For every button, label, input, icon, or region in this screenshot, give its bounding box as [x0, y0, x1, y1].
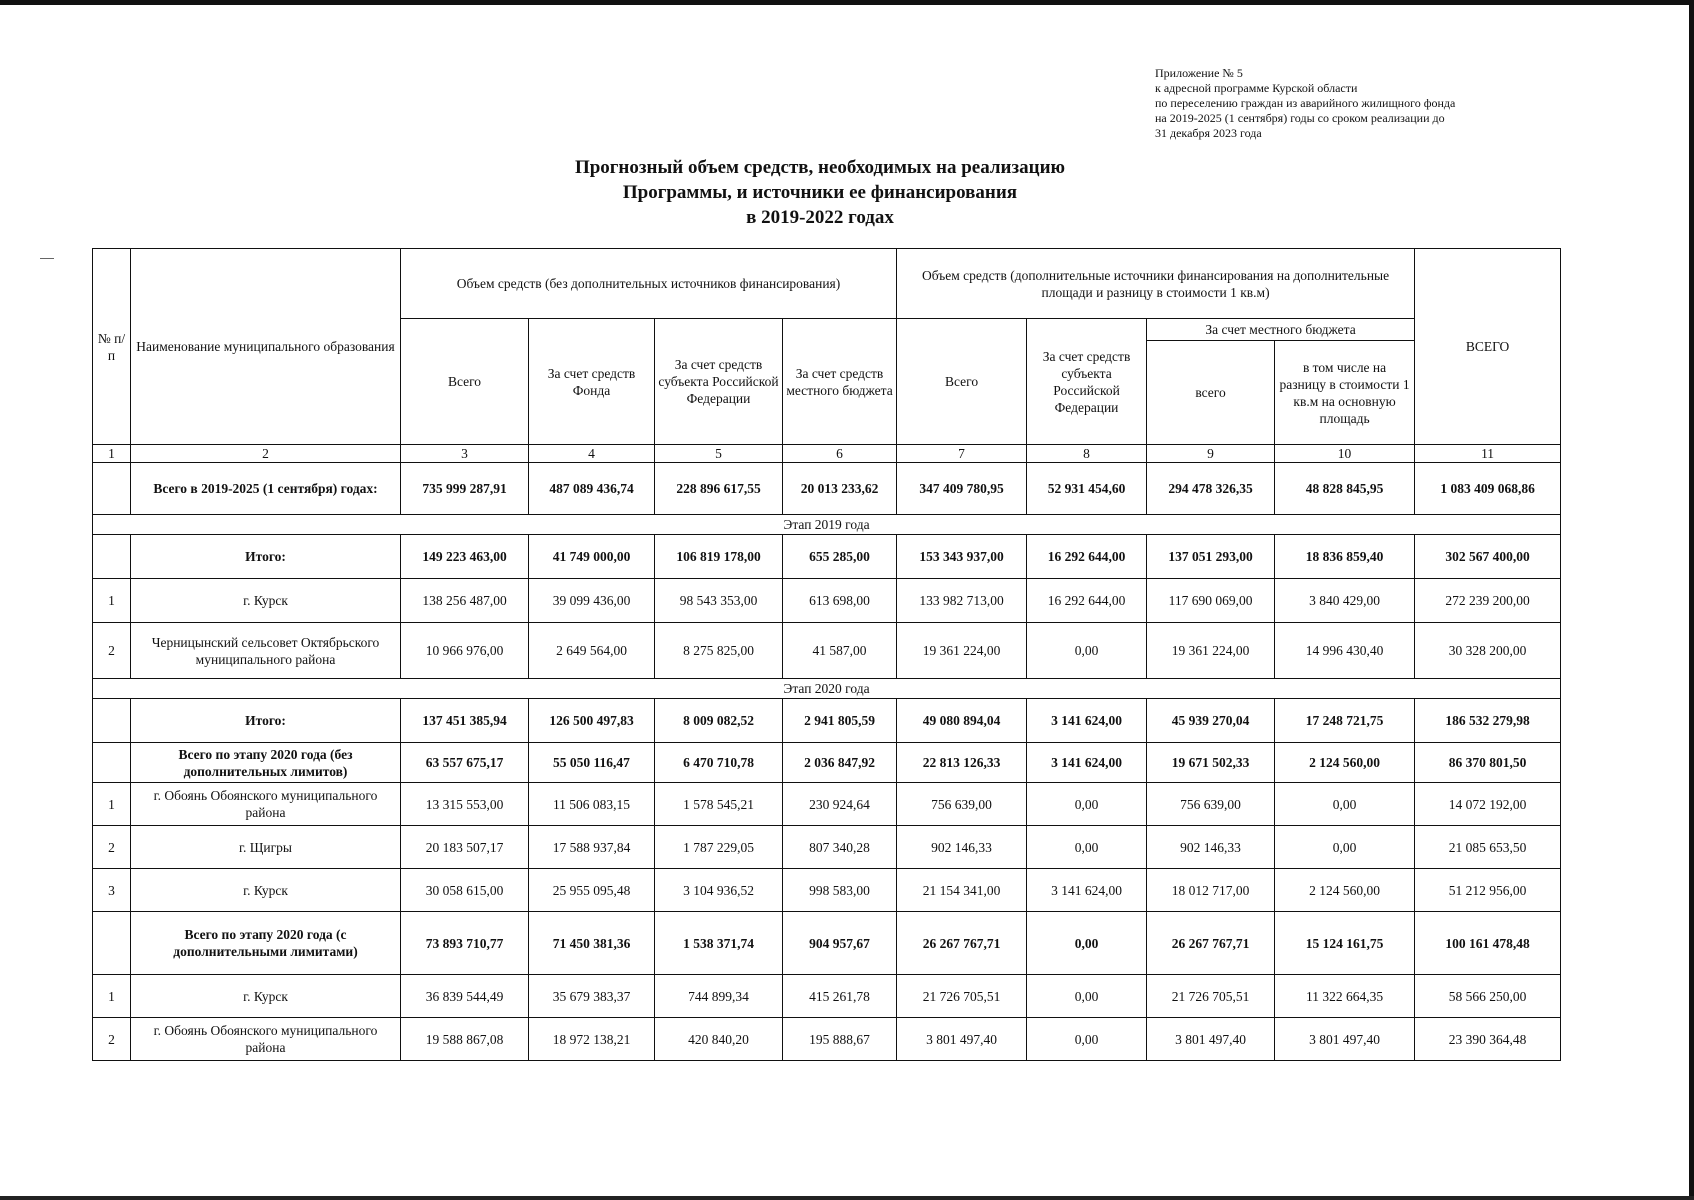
- municipality-name: Всего по этапу 2020 года (без дополнительных лимитов): [131, 743, 401, 783]
- amount-cell: 18 012 717,00: [1147, 869, 1275, 912]
- amount-cell: 294 478 326,35: [1147, 463, 1275, 515]
- stage-row: [93, 515, 1561, 535]
- amount-cell: 18 972 138,21: [529, 1018, 655, 1061]
- amount-cell: 186 532 279,98: [1415, 699, 1561, 743]
- amount-cell: 106 819 178,00: [655, 535, 783, 579]
- amount-cell: 904 957,67: [783, 912, 897, 975]
- row-number: 2: [93, 1018, 131, 1061]
- amount-cell: 21 085 653,50: [1415, 826, 1561, 869]
- row-number: [93, 699, 131, 743]
- stage-label: Этап 2019 года: [93, 515, 1561, 535]
- amount-cell: 20 183 507,17: [401, 826, 529, 869]
- amount-cell: 126 500 497,83: [529, 699, 655, 743]
- amount-cell: 21 726 705,51: [897, 975, 1027, 1018]
- header-group-additional: Объем средств (дополнительные источники финансирования на дополнительные площади и разницу в стоимости 1 кв.м): [897, 249, 1415, 319]
- header-col-3: Всего: [401, 319, 529, 445]
- amount-cell: 3 801 497,40: [897, 1018, 1027, 1061]
- header-num: № п/п: [93, 249, 131, 445]
- stage-row: [93, 679, 1561, 699]
- amount-cell: 35 679 383,37: [529, 975, 655, 1018]
- amount-cell: 3 141 624,00: [1027, 699, 1147, 743]
- appendix-line: на 2019-2025 (1 сентября) годы со сроком реализации до: [1155, 111, 1445, 125]
- amount-cell: 3 801 497,40: [1275, 1018, 1415, 1061]
- amount-cell: 3 141 624,00: [1027, 743, 1147, 783]
- header-col-5: За счет средств субъекта Российской Федерации: [655, 319, 783, 445]
- amount-cell: 45 939 270,04: [1147, 699, 1275, 743]
- amount-cell: 2 124 560,00: [1275, 743, 1415, 783]
- column-number: 6: [783, 445, 897, 463]
- amount-cell: 25 955 095,48: [529, 869, 655, 912]
- municipality-name: г. Курск: [131, 579, 401, 623]
- amount-cell: 0,00: [1027, 1018, 1147, 1061]
- title-line: в 2019-2022 годах: [746, 207, 894, 228]
- amount-cell: 41 587,00: [783, 623, 897, 679]
- amount-cell: 807 340,28: [783, 826, 897, 869]
- amount-cell: 14 996 430,40: [1275, 623, 1415, 679]
- amount-cell: 0,00: [1027, 623, 1147, 679]
- amount-cell: 137 451 385,94: [401, 699, 529, 743]
- amount-cell: 17 588 937,84: [529, 826, 655, 869]
- table-row: [93, 783, 1561, 826]
- header-name: Наименование муниципального образования: [131, 249, 401, 445]
- amount-cell: 19 361 224,00: [1147, 623, 1275, 679]
- header-local-budget: За счет местного бюджета: [1147, 319, 1415, 341]
- amount-cell: 55 050 116,47: [529, 743, 655, 783]
- municipality-name: г. Обоянь Обоянского муниципального района: [131, 1018, 401, 1061]
- scan-border-top: [0, 0, 1694, 5]
- amount-cell: 3 104 936,52: [655, 869, 783, 912]
- amount-cell: 16 292 644,00: [1027, 535, 1147, 579]
- amount-cell: 30 058 615,00: [401, 869, 529, 912]
- amount-cell: 11 506 083,15: [529, 783, 655, 826]
- header-col-9: всего: [1147, 341, 1275, 445]
- amount-cell: 22 813 126,33: [897, 743, 1027, 783]
- amount-cell: 0,00: [1027, 912, 1147, 975]
- amount-cell: 39 099 436,00: [529, 579, 655, 623]
- amount-cell: 18 836 859,40: [1275, 535, 1415, 579]
- row-number: [93, 743, 131, 783]
- total-row: [93, 463, 1561, 515]
- amount-cell: 30 328 200,00: [1415, 623, 1561, 679]
- amount-cell: 17 248 721,75: [1275, 699, 1415, 743]
- column-number: 8: [1027, 445, 1147, 463]
- row-number: 1: [93, 579, 131, 623]
- table-row: [93, 869, 1561, 912]
- total-row: [93, 743, 1561, 783]
- amount-cell: 3 801 497,40: [1147, 1018, 1275, 1061]
- amount-cell: 36 839 544,49: [401, 975, 529, 1018]
- row-number: 3: [93, 869, 131, 912]
- amount-cell: 48 828 845,95: [1275, 463, 1415, 515]
- amount-cell: 49 080 894,04: [897, 699, 1027, 743]
- municipality-name: г. Курск: [131, 975, 401, 1018]
- amount-cell: 2 649 564,00: [529, 623, 655, 679]
- header-col-10: в том числе на разницу в стоимости 1 кв.м на основную площадь: [1275, 341, 1415, 445]
- amount-cell: 2 941 805,59: [783, 699, 897, 743]
- financing-table: [92, 248, 1561, 1061]
- column-number: 10: [1275, 445, 1415, 463]
- amount-cell: 1 083 409 068,86: [1415, 463, 1561, 515]
- amount-cell: 902 146,33: [1147, 826, 1275, 869]
- amount-cell: 756 639,00: [897, 783, 1027, 826]
- column-number: 3: [401, 445, 529, 463]
- appendix-line: по переселению граждан из аварийного жилищного фонда: [1155, 96, 1456, 110]
- municipality-name: г. Курск: [131, 869, 401, 912]
- amount-cell: 487 089 436,74: [529, 463, 655, 515]
- amount-cell: 3 840 429,00: [1275, 579, 1415, 623]
- title-line: Прогнозный объем средств, необходимых на реализацию: [574, 157, 1066, 178]
- amount-cell: 15 124 161,75: [1275, 912, 1415, 975]
- total-row: [93, 535, 1561, 579]
- header-col-7: Всего: [897, 319, 1027, 445]
- column-number: 1: [93, 445, 131, 463]
- total-row: [93, 699, 1561, 743]
- amount-cell: 21 726 705,51: [1147, 975, 1275, 1018]
- column-number: 2: [131, 445, 401, 463]
- amount-cell: 195 888,67: [783, 1018, 897, 1061]
- row-number: [93, 463, 131, 515]
- amount-cell: 19 671 502,33: [1147, 743, 1275, 783]
- amount-cell: 21 154 341,00: [897, 869, 1027, 912]
- header-col-8: За счет средств субъекта Российской Федерации: [1027, 319, 1147, 445]
- column-number: 11: [1415, 445, 1561, 463]
- column-number: 5: [655, 445, 783, 463]
- amount-cell: 71 450 381,36: [529, 912, 655, 975]
- total-row: [93, 912, 1561, 975]
- amount-cell: 1 538 371,74: [655, 912, 783, 975]
- column-number: 4: [529, 445, 655, 463]
- amount-cell: 19 588 867,08: [401, 1018, 529, 1061]
- amount-cell: 272 239 200,00: [1415, 579, 1561, 623]
- scan-border-right: [1689, 0, 1694, 1200]
- amount-cell: 0,00: [1027, 783, 1147, 826]
- table-row: [93, 1018, 1561, 1061]
- amount-cell: 0,00: [1275, 783, 1415, 826]
- municipality-name: г. Обоянь Обоянского муниципального района: [131, 783, 401, 826]
- document-title: [470, 155, 1170, 230]
- table-body: [93, 463, 1561, 1061]
- amount-cell: 902 146,33: [897, 826, 1027, 869]
- amount-cell: 11 322 664,35: [1275, 975, 1415, 1018]
- amount-cell: 14 072 192,00: [1415, 783, 1561, 826]
- amount-cell: 23 390 364,48: [1415, 1018, 1561, 1061]
- table-row: [93, 826, 1561, 869]
- amount-cell: 0,00: [1027, 975, 1147, 1018]
- amount-cell: 1 578 545,21: [655, 783, 783, 826]
- amount-cell: 1 787 229,05: [655, 826, 783, 869]
- amount-cell: 420 840,20: [655, 1018, 783, 1061]
- amount-cell: 26 267 767,71: [897, 912, 1027, 975]
- amount-cell: 26 267 767,71: [1147, 912, 1275, 975]
- amount-cell: 51 212 956,00: [1415, 869, 1561, 912]
- municipality-name: Всего в 2019-2025 (1 сентября) годах:: [131, 463, 401, 515]
- amount-cell: 998 583,00: [783, 869, 897, 912]
- appendix-line: Приложение № 5: [1155, 66, 1243, 80]
- amount-cell: 133 982 713,00: [897, 579, 1027, 623]
- amount-cell: 138 256 487,00: [401, 579, 529, 623]
- amount-cell: 2 124 560,00: [1275, 869, 1415, 912]
- amount-cell: 16 292 644,00: [1027, 579, 1147, 623]
- municipality-name: Итого:: [131, 535, 401, 579]
- scan-border-bottom: [0, 1196, 1694, 1200]
- row-number: [93, 912, 131, 975]
- header-total: ВСЕГО: [1415, 249, 1561, 445]
- amount-cell: 735 999 287,91: [401, 463, 529, 515]
- amount-cell: 137 051 293,00: [1147, 535, 1275, 579]
- header-col-6: За счет средств местного бюджета: [783, 319, 897, 445]
- amount-cell: 117 690 069,00: [1147, 579, 1275, 623]
- amount-cell: 63 557 675,17: [401, 743, 529, 783]
- row-number: 2: [93, 826, 131, 869]
- amount-cell: 153 343 937,00: [897, 535, 1027, 579]
- stage-label: Этап 2020 года: [93, 679, 1561, 699]
- row-number: 1: [93, 975, 131, 1018]
- table-row: [93, 579, 1561, 623]
- amount-cell: 230 924,64: [783, 783, 897, 826]
- amount-cell: 2 036 847,92: [783, 743, 897, 783]
- table-row: [93, 623, 1561, 679]
- amount-cell: 41 749 000,00: [529, 535, 655, 579]
- amount-cell: 0,00: [1027, 826, 1147, 869]
- row-number: 2: [93, 623, 131, 679]
- amount-cell: 20 013 233,62: [783, 463, 897, 515]
- column-number: 9: [1147, 445, 1275, 463]
- column-number: 7: [897, 445, 1027, 463]
- amount-cell: 415 261,78: [783, 975, 897, 1018]
- amount-cell: 613 698,00: [783, 579, 897, 623]
- amount-cell: 228 896 617,55: [655, 463, 783, 515]
- amount-cell: 73 893 710,77: [401, 912, 529, 975]
- amount-cell: 10 966 976,00: [401, 623, 529, 679]
- amount-cell: 6 470 710,78: [655, 743, 783, 783]
- municipality-name: г. Щигры: [131, 826, 401, 869]
- amount-cell: 3 141 624,00: [1027, 869, 1147, 912]
- appendix-line: к адресной программе Курской области: [1155, 81, 1358, 95]
- amount-cell: 0,00: [1275, 826, 1415, 869]
- amount-cell: 19 361 224,00: [897, 623, 1027, 679]
- header-col-4: За счет средств Фонда: [529, 319, 655, 445]
- municipality-name: Итого:: [131, 699, 401, 743]
- title-line: Программы, и источники ее финансирования: [622, 182, 1018, 203]
- amount-cell: 756 639,00: [1147, 783, 1275, 826]
- appendix-line: 31 декабря 2023 года: [1155, 126, 1262, 140]
- amount-cell: 149 223 463,00: [401, 535, 529, 579]
- header-group-basic: Объем средств (без дополнительных источников финансирования): [401, 249, 897, 319]
- municipality-name: Всего по этапу 2020 года (с дополнительными лимитами): [131, 912, 401, 975]
- margin-mark: [40, 258, 54, 259]
- row-number: 1: [93, 783, 131, 826]
- amount-cell: 347 409 780,95: [897, 463, 1027, 515]
- amount-cell: 744 899,34: [655, 975, 783, 1018]
- table-row: [93, 975, 1561, 1018]
- municipality-name: Черницынский сельсовет Октябрьского муниципального района: [131, 623, 401, 679]
- amount-cell: 13 315 553,00: [401, 783, 529, 826]
- amount-cell: 52 931 454,60: [1027, 463, 1147, 515]
- amount-cell: 302 567 400,00: [1415, 535, 1561, 579]
- amount-cell: 655 285,00: [783, 535, 897, 579]
- appendix-note: [1155, 66, 1535, 141]
- amount-cell: 8 275 825,00: [655, 623, 783, 679]
- amount-cell: 8 009 082,52: [655, 699, 783, 743]
- amount-cell: 86 370 801,50: [1415, 743, 1561, 783]
- amount-cell: 58 566 250,00: [1415, 975, 1561, 1018]
- amount-cell: 100 161 478,48: [1415, 912, 1561, 975]
- amount-cell: 98 543 353,00: [655, 579, 783, 623]
- row-number: [93, 535, 131, 579]
